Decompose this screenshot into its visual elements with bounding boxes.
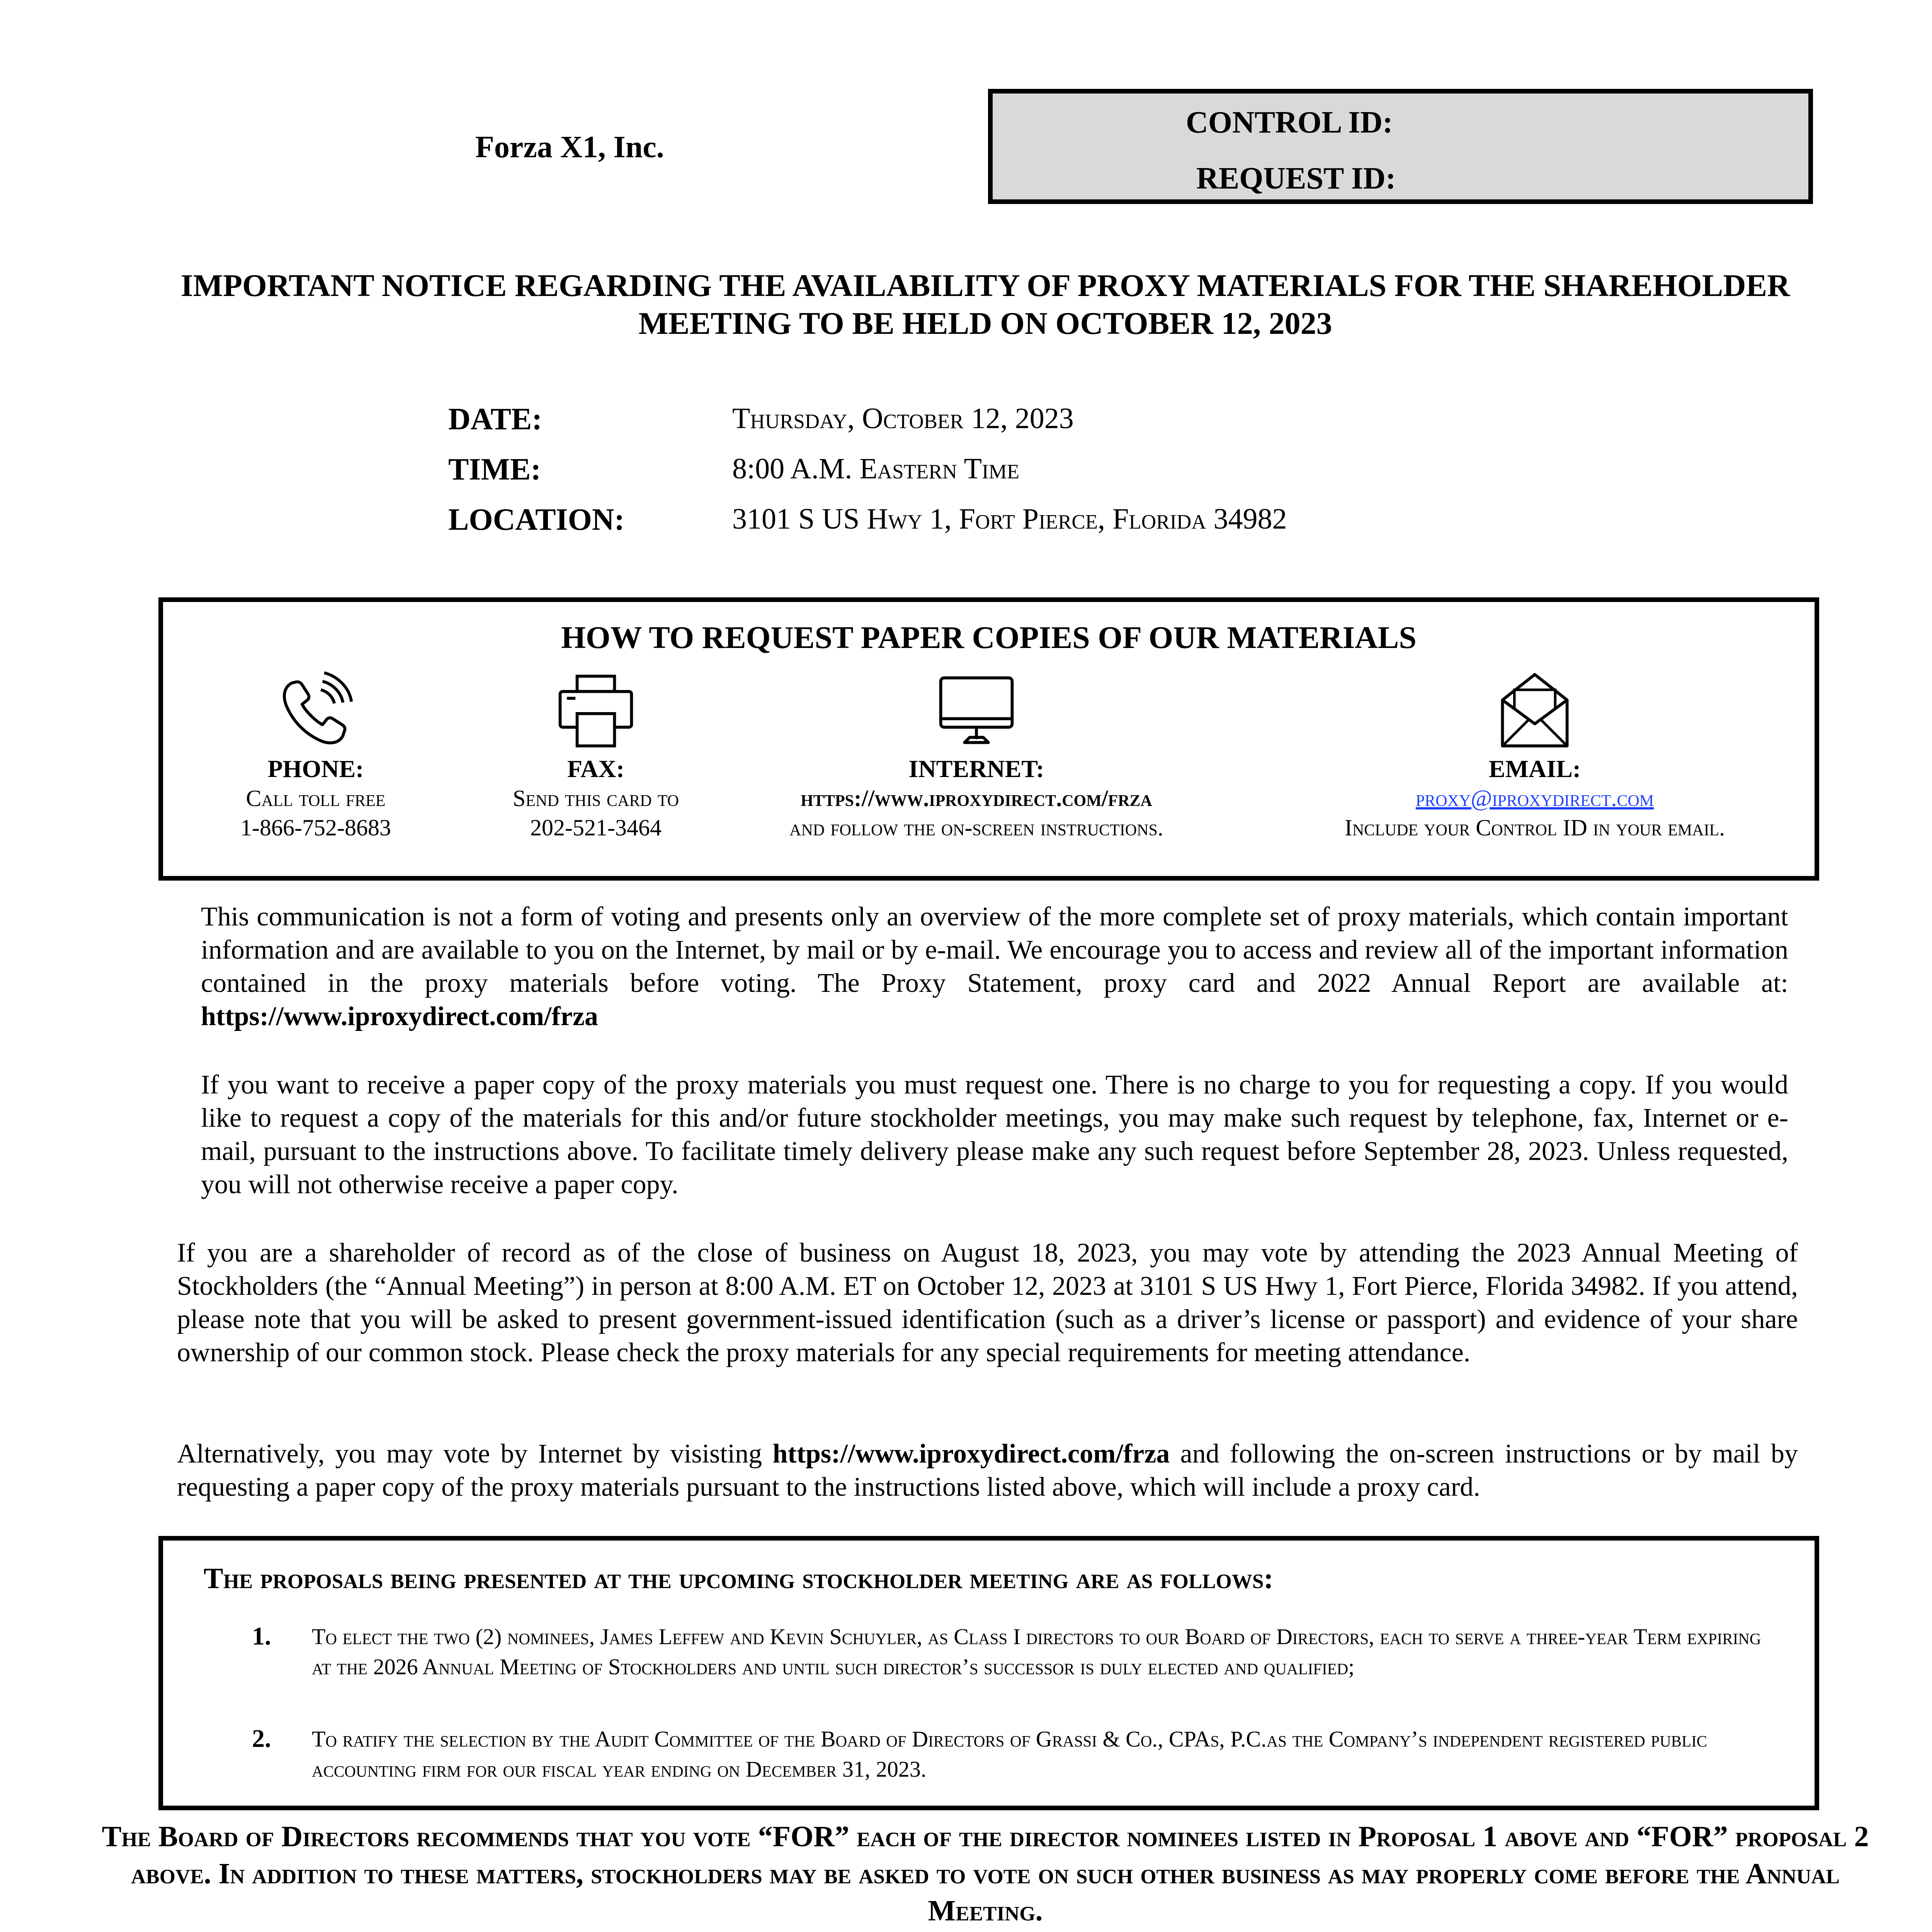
- proposal-number: 2.: [252, 1725, 271, 1753]
- alt-text-before: Alternatively, you may vote by Internet by visisting: [177, 1439, 773, 1469]
- company-name: Forza X1, Inc.: [475, 130, 664, 164]
- overview-link[interactable]: https://www.iproxydirect.com/frza: [201, 1002, 598, 1031]
- internet-url[interactable]: https://www.iproxydirect.com/frza: [801, 786, 1152, 811]
- internet-line2: and follow the on-screen instructions.: [789, 815, 1163, 840]
- envelope-icon: [1492, 668, 1577, 753]
- email-option: [1284, 668, 1786, 842]
- notice-title-line1: IMPORTANT NOTICE REGARDING THE AVAILABILITY OF PROXY MATERIALS FOR THE SHAREHOLDER: [180, 268, 1790, 303]
- date-value: Thursday, October 12, 2023: [732, 402, 1074, 435]
- fax-label: FAX:: [567, 755, 625, 782]
- paragraph-paper-copy: If you want to receive a paper copy of the proxy materials you must request one. There is no charge to you for requesting a copy. If you would like to request a copy of the materials for this and/or future stockholder meetings, you may make such request by telephone, fax, Internet or e-mail, pursuant to the instructions above. To facilitate timely delivery please make any such request before September 28, 2023. Unless requested, you will not otherwise receive a paper copy.: [201, 1070, 1788, 1199]
- fax-option: [472, 668, 719, 842]
- time-value: 8:00 A.M. Eastern Time: [732, 452, 1020, 485]
- phone-option: [206, 668, 426, 842]
- monitor-icon: [934, 668, 1019, 753]
- proposal-number: 1.: [252, 1622, 271, 1650]
- location-label: LOCATION:: [448, 503, 625, 537]
- phone-line1: Call toll free: [246, 786, 386, 811]
- paragraph-vote-in-person: If you are a shareholder of record as of the close of business on August 18, 2023, you may vote by attending the 2023 Annual Meeting of Stockholders (the “Annual Meeting”) in person at 8:00 A.M. ET on October 12, 2023 at 3101 S US Hwy 1, Fort Pierce, Florida 34982. If you attend, please note that you will be asked to present government-issued identification (such as a driver’s license or passport) and evidence of your share ownership of our common stock. Please check the proxy materials for any special requirements for meeting attendance.: [177, 1238, 1798, 1367]
- proposal-text: To elect the two (2) nominees, James Leffew and Kevin Schuyler, as Class I directors to our Board of Directors, each to serve a three-year Term expiring at the 2026 Annual Meeting of Stockholders and until such director’s successor is duly elected and qualified;: [312, 1624, 1761, 1679]
- internet-label: INTERNET:: [908, 755, 1044, 782]
- notice-title: [97, 267, 1874, 342]
- time-label: TIME:: [448, 452, 541, 486]
- meeting-time-row: [448, 452, 1607, 491]
- proposal-text: To ratify the selection by the Audit Committee of the Board of Directors of Grassi & Co., CPAs, P.C.as the Company’s independent registered public accounting firm for our fiscal year ending on December 31, 2023.: [312, 1726, 1708, 1782]
- phone-icon: [273, 668, 358, 753]
- meeting-date-row: [448, 402, 1607, 440]
- alt-text-after: and following the on-screen instructions or by mail by requesting a paper copy of the proxy materials pursuant to the instructions listed above, which will include a proxy card.: [177, 1439, 1798, 1502]
- proposals-box: [158, 1536, 1819, 1810]
- phone-label: PHONE:: [267, 755, 364, 782]
- phone-number[interactable]: 1-866-752-8683: [240, 815, 391, 840]
- notice-title-line2: MEETING TO BE HELD ON OCTOBER 12, 2023: [638, 306, 1332, 341]
- proposals-title: The proposals being presented at the upcoming stockholder meeting are as follows:: [204, 1562, 1274, 1595]
- email-link[interactable]: proxy@iproxydirect.com: [1415, 786, 1654, 811]
- request-id-label: REQUEST ID:: [1196, 162, 1396, 196]
- alt-vote-link[interactable]: https://www.iproxydirect.com/frza: [772, 1439, 1170, 1469]
- internet-option: [735, 668, 1218, 842]
- location-value: 3101 S US Hwy 1, Fort Pierce, Florida 34982: [732, 503, 1287, 535]
- overview-text: This communication is not a form of voting and presents only an overview of the more complete set of proxy materials, which contain important information and are available to you on the Internet, by mail or by e-mail. We encourage you to access and review all of the important information contained in the proxy materials before voting. The Proxy Statement, proxy card and 2022 Annual Report are available at:: [201, 902, 1788, 998]
- request-copies-box: [158, 597, 1819, 881]
- date-label: DATE:: [448, 402, 542, 436]
- fax-icon: [553, 668, 638, 753]
- request-copies-title: HOW TO REQUEST PAPER COPIES OF OUR MATERIALS: [561, 620, 1417, 655]
- paragraph-overview: [201, 900, 1788, 1033]
- paragraph-vote-alternatively: [177, 1437, 1798, 1504]
- fax-number[interactable]: 202-521-3464: [530, 815, 662, 840]
- meeting-location-row: [448, 502, 1607, 541]
- email-label: EMAIL:: [1488, 755, 1581, 782]
- email-line2: Include your Control ID in your email.: [1344, 815, 1725, 840]
- fax-line1: Send this card to: [513, 786, 679, 811]
- board-recommendation: The Board of Directors recommends that you vote “FOR” each of the director nominees listed in Proposal 1 above and “FOR” proposal 2 above. In addition to these matters, stockholders may be asked to vote on such other business as may properly come before the Annual Meeting.: [102, 1820, 1869, 1927]
- id-box: [988, 89, 1813, 204]
- control-id-label: CONTROL ID:: [1186, 105, 1393, 139]
